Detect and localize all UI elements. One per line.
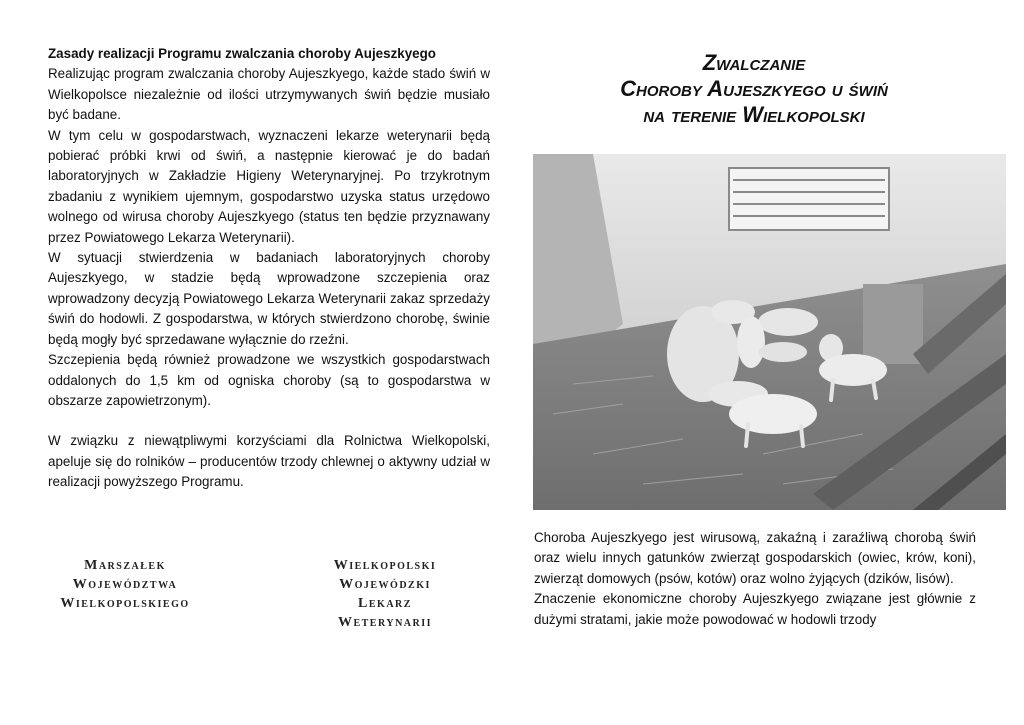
paragraph-3: W sytuacji stwierdzenia w badaniach laboratoryjnych choroby Aujeszkyego, w stadzie będą wprowadzone szczepienia oraz wprowadzony decyzją Powiatowego Lekarza Weterynarii zakaz sprzedaży świń do hodowli. Z gospodarstwa, w których stwierdzono chorobę, świnie będą mogły być sprzedawane wyłącznie do rzeźni. xyxy=(48,250,490,347)
page-title xyxy=(548,50,960,128)
signature-line: Wielkopolskiego xyxy=(60,596,190,611)
paragraph-appeal: W związku z niewątpliwymi korzyściami dla Rolnictwa Wielkopolski, apeluje się do rolników – producentów trzody chlewnej o aktywny udział w realizacji powyższego Programu. xyxy=(48,433,490,490)
paragraph-4: Szczepienia będą również prowadzone we wszystkich gospodarstwach oddalonych do 1,5 km od ogniska choroby (są to gospodarstwa w obszarze zapowietrzonym). xyxy=(48,352,490,408)
disease-description: Choroba Aujeszkyego jest wirusową, zakaźną i zaraźliwą chorobą świń oraz wielu innych gatunków zwierząt gospodarskich (owiec, krów, koni), zwierząt domowych (psów, kotów) oraz wolno żyjących (dzików, lisów). xyxy=(534,530,976,586)
signature-veterinarian xyxy=(300,556,470,632)
pig-pen-photo-icon xyxy=(533,154,1006,510)
title-line: Zwalczanie xyxy=(702,50,806,75)
title-line: Choroby Aujeszkyego u świń xyxy=(620,76,888,101)
economic-significance: Znaczenie ekonomiczne choroby Aujeszkyego związane jest głównie z dużymi stratami, jakie może powodować w hodowli trzody xyxy=(534,591,976,627)
signature-line: Weterynarii xyxy=(337,615,433,630)
title-line: na terenie Wielkopolski xyxy=(643,102,865,127)
signature-line: Wojewódzki xyxy=(339,577,431,592)
signature-line: Marszałek xyxy=(84,558,166,573)
program-heading: Zasady realizacji Programu zwalczania choroby Aujeszkyego xyxy=(48,46,436,61)
left-column xyxy=(48,44,490,493)
pig-pen-photo xyxy=(533,154,1006,510)
paragraph-1: Realizując program zwalczania choroby Aujeszkyego, każde stado świń w Wielkopolsce niezależnie od ilości utrzymywanych świń będzie musiało być badane. xyxy=(48,66,490,123)
signature-line: Lekarz xyxy=(358,596,412,611)
signature-line: Województwa xyxy=(72,577,178,592)
signature-marshal xyxy=(40,556,210,613)
right-column xyxy=(534,528,976,630)
signature-line: Wielkopolski xyxy=(333,558,437,573)
paragraph-2: W tym celu w gospodarstwach, wyznaczeni lekarze weterynarii będą pobierać próbki krwi od świń, a następnie kierować je do badań laboratoryjnych w Zakładzie Higieny Weterynaryjnej. Po trzykrotnym zbadaniu z wynikiem ujemnym, gospodarstwo uzyska status urzędowo wolnego od wirusa choroby Aujeszkyego (status ten będzie przyznawany przez Powiatowego Lekarza Weterynarii). xyxy=(48,127,490,245)
